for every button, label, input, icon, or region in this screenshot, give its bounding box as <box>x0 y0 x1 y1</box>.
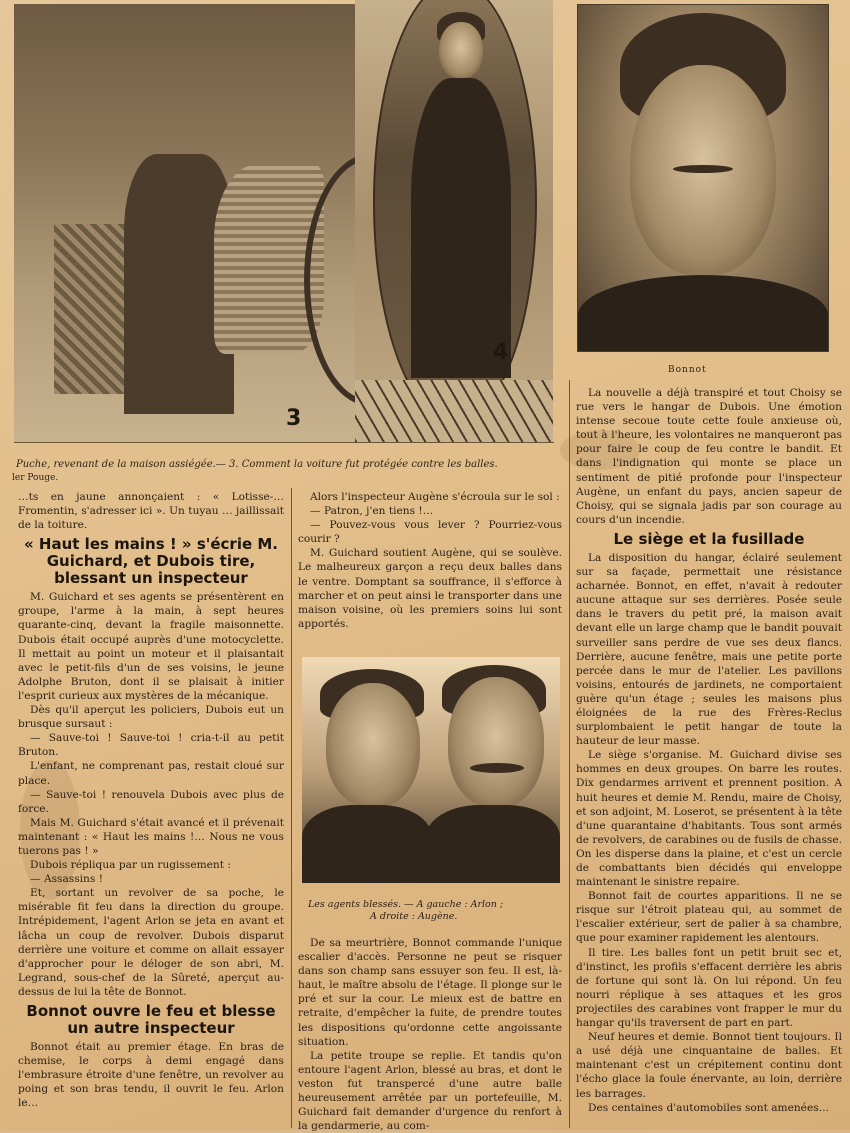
column-rule <box>569 380 570 1128</box>
agents-caption-line-2: A droite : Augène. <box>370 911 458 922</box>
paragraph: Le siège s'organise. M. Guichard divise ses hommes en deux groupes. On barre les routes. Dix gendarmes arrivent et prennent position. A huit heures et demie M. Rendu, maire de Choisy, et son adjoint, M. Loserot, se présentent à la tête d'une quarantaine d'habitants. Tous sont armés de revolvers, de carabines ou de fusils de chasse. On les disperse dans la plaine, et c'est un cercle de combattants bien décidés qui enveloppe maintenant le sinistre repaire. <box>576 749 842 889</box>
paragraph: — Sauve-toi ! Sauve-toi ! cria-t-il au petit Bruton. <box>18 732 284 759</box>
article-column-2-bottom <box>298 936 562 1133</box>
paragraph: La petite troupe se replie. Et tandis qu'on entoure l'agent Arlon, blessé au bras, et dont le veston fut transpercé d'une autre balle heureusement arrêtée par un portefeuille, M. Guichard fait demander d'urgence du renfort à la gendarmerie, au com- <box>298 1049 562 1133</box>
paragraph: La disposition du hangar, éclairé seulement sur sa façade, permettait une résistance acharnée. Bonnot, en effet, n'avait à redouter aucune attaque sur ses derrières. Posée seule dans le travers du petit pré, la maison avait devant elle un large champ que le bandit pouvait surveiller sans perdre de vue ses deux flancs. Derrière, aucune fenêtre, mais une petite porte percée dans le mur de l'atelier. Les pavillons voisins, entourés de jardinets, ne comportaient guère qu'un étage ; seules les maisons plus éloignées de la rue des Frères-Reclus surplombaient le petit hangar de toute la hauteur de leur masse. <box>576 551 842 748</box>
photo-car-protection <box>14 4 364 442</box>
paragraph: La nouvelle a déjà transpiré et tout Choisy se rue vers le hangar de Dubois. Une émotion intense secoue toute cette foule anxieuse où, tout à l'heure, les volontaires ne manqueront pas pour faire le coup de feu contre le bandit. Et dans l'indignation qui monte se place un sentiment de pitié profonde pour l'inspecteur Augène, un enfant du pays, ancien sapeur de Choisy, qui se signala jadis par son courage au cours d'un incendie. <box>576 387 842 526</box>
paragraph: De sa meurtrière, Bonnot commande l'unique escalier d'accès. Personne ne peut se risquer dans son champ sans essuyer son feu. Il est, là-haut, le maître absolu de l'étage. Il plonge sur le pré et sur la cour. Le mieux est de battre en retraite, d'empêcher la fuite, de prendre toutes les dispositions qu'ordonne cette angoissante situation. <box>298 937 562 1048</box>
paragraph: Des centaines d'automobiles sont amenées… <box>588 1101 830 1114</box>
paragraph: Mais M. Guichard s'était avancé et il prévenait maintenant : « Haut les mains !… Nous ne vous tuerons pas ! » <box>18 816 284 857</box>
paragraph: Et, sortant un revolver de sa poche, le misérable fit feu dans la direction du groupe. Intrépidement, l'agent Arlon se jeta en avant et lâcha un coup de revolver. Dubois disparut derrière une voiture et comme on allait essayer d'approcher pour le déloger de son abri, M. Legrand, sous-chef de la Sûreté, aperçut au-dessus de lui la tête de Bonnot. <box>18 887 284 998</box>
paragraph: M. Guichard soutient Augène, qui se soulève. Le malheureux garçon a reçu deux balles dans le ventre. Domptant sa souffrance, il s'efforce à marcher et on peut ainsi le transporter dans une maison voisine, où les premiers soins lui sont apportés. <box>298 547 562 630</box>
paragraph: Bonnot était au premier étage. En bras de chemise, le corps à demi engagé dans l'embrasure étroite d'une fenêtre, un revolver au poing et son bras tendu, il ouvrit le feu. Arlon le… <box>18 1041 284 1110</box>
photo-number-3: 3 <box>286 406 302 431</box>
paragraph: — Assassins ! <box>30 873 103 886</box>
photos-credit: ler Pouge. <box>12 473 59 483</box>
paragraph: Neuf heures et demie. Bonnot tient toujours. Il a usé déjà une cinquantaine de balles. Et maintenant c'est un crépitement continu dont l'écho glace la foule énervante, au loin, derrière les barrages. <box>576 1031 842 1100</box>
paragraph: Dès qu'il aperçut les policiers, Dubois eut un brusque sursaut : <box>18 704 284 731</box>
paragraph: — Sauve-toi ! renouvela Dubois avec plus de force. <box>18 788 284 815</box>
headline-haut-les-mains: « Haut les mains ! » s'écrie M. Guichard, et Dubois tire, blessant un inspecteur <box>24 535 278 588</box>
paragraph: Il tire. Les balles font un petit bruit sec et, d'instinct, les profils s'effacent derrière les abris de fortune qui sont là. On lui répond. Un feu nourri réplique à ses attaques et les gros projectiles des carabines vont frapper le mur du hangar qu'ils traversent de part en part. <box>576 946 842 1030</box>
article-column-1 <box>18 490 284 1110</box>
paragraph: Dubois répliqua par un rugissement : <box>30 859 231 872</box>
photo-wounded-agents <box>302 657 560 883</box>
paragraph: Bonnot fait de courtes apparitions. Il ne se risque sur l'étroit plateau qui, au sommet de l'escalier extérieur, sert de palier à sa chambre, que pour examiner rapidement les alentours. <box>576 890 842 945</box>
portrait-caption: Bonnot <box>668 365 707 375</box>
column-rule <box>291 488 292 1128</box>
article-column-2-top <box>298 490 562 631</box>
photo-man-in-oval <box>355 0 553 442</box>
agents-caption-line-1: Les agents blessés. — A gauche : Arlon ; <box>308 899 504 910</box>
headline-bonnot-ouvre-le-feu: Bonnot ouvre le feu et blesse un autre inspecteur <box>26 1002 276 1037</box>
article-column-3 <box>576 386 842 1115</box>
photo-number-4: 4 <box>493 340 509 365</box>
portrait-bonnot <box>577 4 829 352</box>
photos-caption: Puche, revenant de la maison assiégée.— 3. Comment la voiture fut protégée contre les balles. <box>16 459 498 470</box>
paragraph: Alors l'inspecteur Augène s'écroula sur le sol : <box>310 491 560 503</box>
paragraph: M. Guichard et ses agents se présentèrent en groupe, l'arme à la main, à sept heures quarante-cinq, devant la fragile maisonnette. Dubois était occupé auprès d'une motocyclette. Il mettait au point un moteur et il plaisantait avec le petit-fils d'un de ses voisins, le jeune Adolphe Bruton, dont il se plaisait à initier l'esprit curieux aux mystères de la mécanique. <box>18 591 284 702</box>
headline-le-siege: Le siège et la fusillade <box>613 529 805 548</box>
photo-divider <box>14 442 554 443</box>
oval-frame <box>373 0 537 424</box>
paragraph: L'enfant, ne comprenant pas, restait cloué sur place. <box>18 760 284 787</box>
paragraph: — Pouvez-vous vous lever ? Pourriez-vous courir ? <box>298 519 562 546</box>
paragraph: …ts en jaune annonçaient : « Lotisse-… Fromentin, s'adresser ici ». Un tuyau … jaillissait de la toiture. <box>18 491 284 532</box>
paragraph: — Patron, j'en tiens !… <box>310 505 434 518</box>
